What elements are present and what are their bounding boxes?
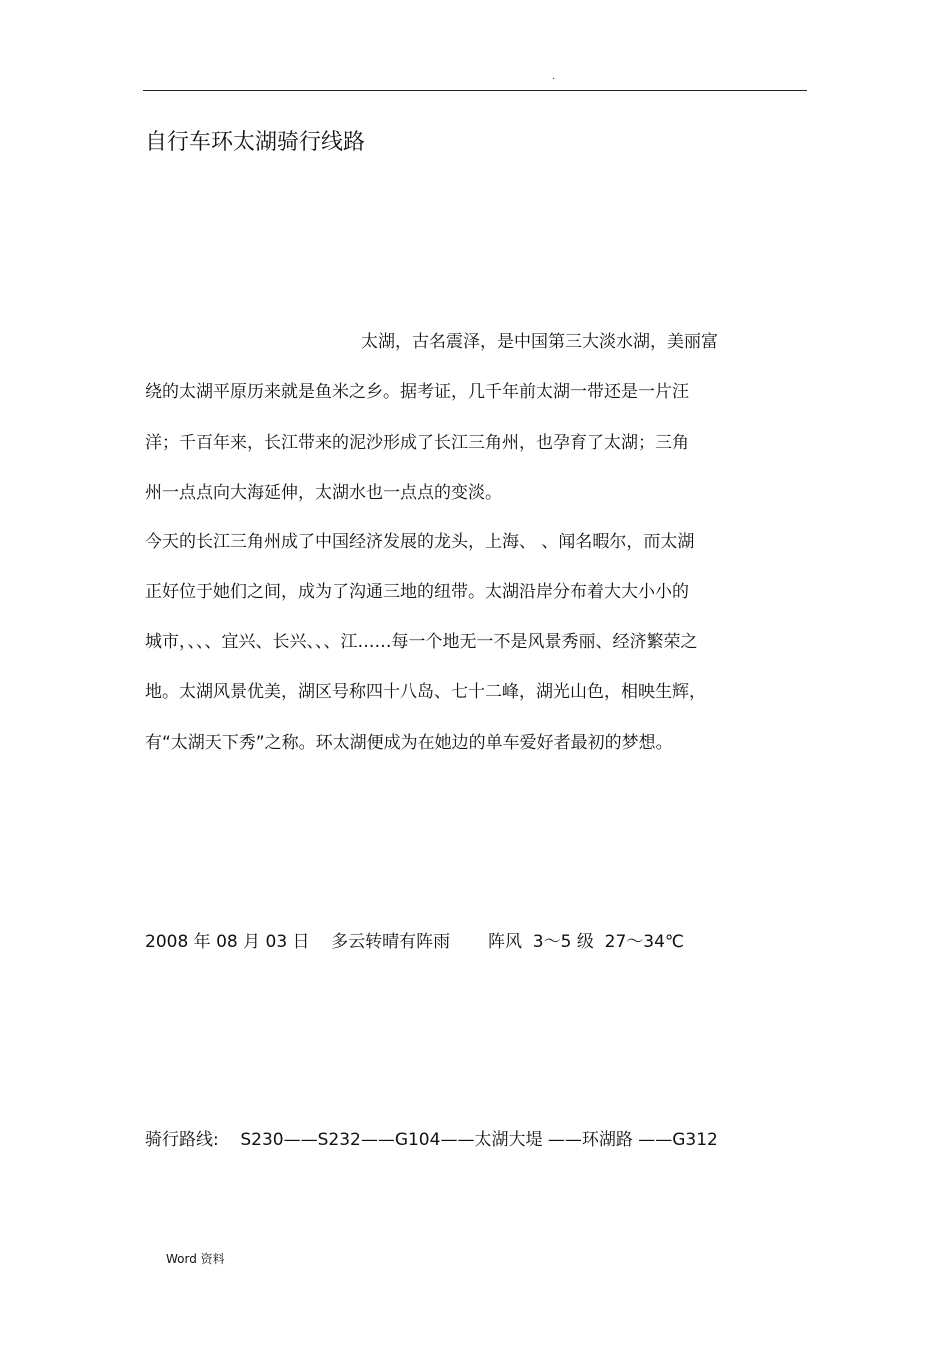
paragraph-line: 今天的长江三角州成了中国经济发展的龙头，上海、 、闻名暇尔，而太湖: [145, 532, 695, 552]
paragraph-line: 正好位于她们之间，成为了沟通三地的纽带。太湖沿岸分布着大大小小的: [145, 582, 689, 602]
route-line: 骑行路线: S230——S232——G104——太湖大堤 ——环湖路 ——G312: [145, 1130, 718, 1150]
header-mark: .: [552, 71, 556, 82]
footer-label: Word 资料: [166, 1252, 225, 1266]
paragraph-line: 绕的太湖平原历来就是鱼米之乡。据考证，几千年前太湖一带还是一片汪: [145, 382, 689, 402]
paragraph-line: 地。太湖风景优美，湖区号称四十八岛、七十二峰，湖光山色，相映生辉，: [145, 682, 706, 702]
document-title: 自行车环太湖骑行线路: [145, 130, 366, 155]
weather-line: 2008 年 08 月 03 日 多云转晴有阵雨 阵风 3～5 级 27～34℃: [145, 932, 684, 952]
paragraph-line: 城市，、、、宜兴、长兴、、、江……每一个地无一不是风景秀丽、经济繁荣之: [145, 632, 698, 652]
paragraph-line: 太湖，古名震泽，是中国第三大淡水湖，美丽富: [361, 332, 718, 352]
paragraph-line: 有“太湖天下秀”之称。环太湖便成为在她边的单车爱好者最初的梦想。: [145, 733, 673, 753]
paragraph-line: 洋；千百年来，长江带来的泥沙形成了长江三角州，也孕育了太湖；三角: [145, 433, 689, 453]
paragraph-line: 州一点点向大海延伸，太湖水也一点点的变淡。: [145, 483, 502, 503]
header-rule: [143, 90, 807, 91]
